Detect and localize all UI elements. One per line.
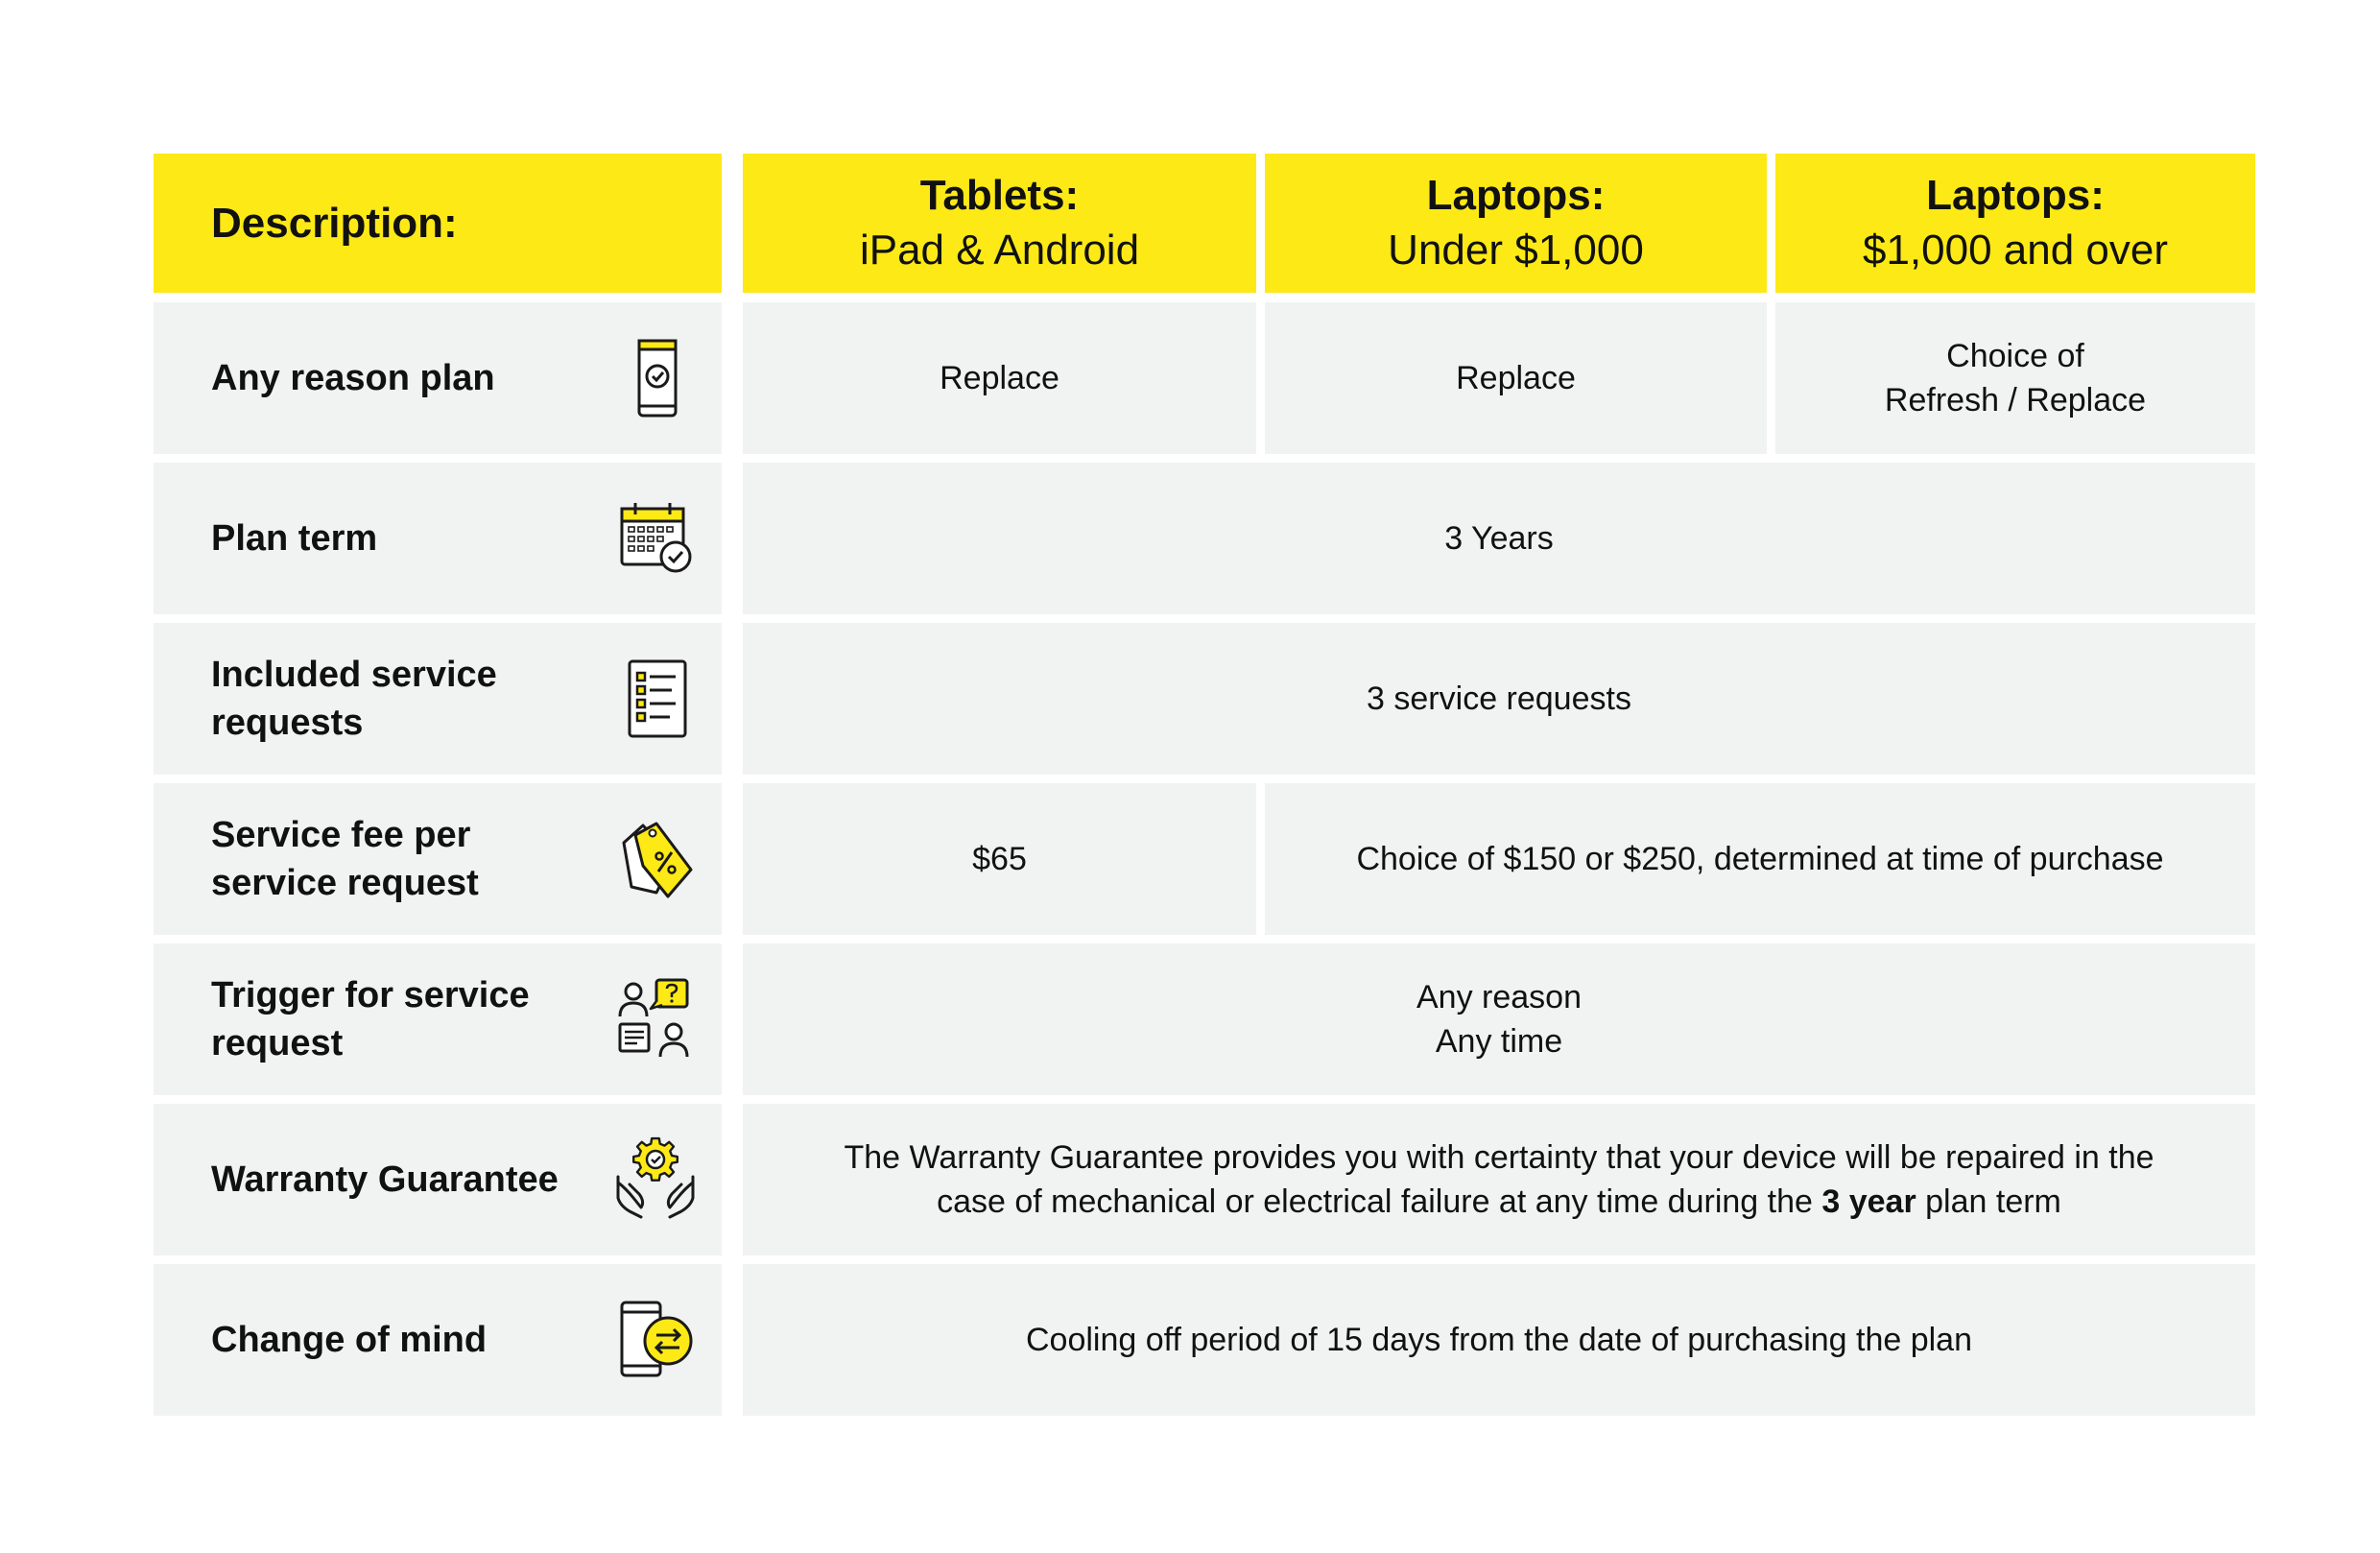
header-laptops-under-title: Laptops: — [1426, 171, 1606, 219]
row-label-warranty-guarantee — [154, 1104, 722, 1255]
row-label-trigger — [154, 944, 722, 1095]
row-label-any-reason-plan — [154, 302, 722, 454]
row-label-line2: requests — [211, 703, 364, 743]
row-label-text: Warranty Guarantee — [211, 1159, 559, 1200]
hands-gear-icon — [612, 1135, 699, 1221]
cell-any-reason-laptops-over — [1775, 302, 2255, 454]
row-label-included-service-requests — [154, 623, 722, 775]
calendar-check-icon — [614, 495, 701, 582]
cell-service-fee-laptops — [1265, 783, 2255, 935]
phone-check-icon — [614, 335, 701, 421]
cell-warranty-guarantee — [743, 1104, 2255, 1255]
row-label-change-of-mind — [154, 1264, 722, 1416]
cell-value-line2: Any time — [1435, 1023, 1563, 1060]
row-label-line1: Included service — [211, 655, 497, 695]
header-laptops-over-subtitle: $1,000 and over — [1862, 226, 2169, 274]
row-label-line1: Trigger for service — [211, 975, 530, 1015]
row-label-text: Any reason plan — [211, 358, 495, 398]
row-label-line2: service request — [211, 863, 479, 903]
row-label-line2: request — [211, 1023, 344, 1063]
cell-value-line2-bold: 3 year — [1821, 1183, 1916, 1220]
header-description — [154, 154, 722, 293]
header-tablets-title: Tablets: — [919, 171, 1080, 219]
header-laptops-under-subtitle: Under $1,000 — [1388, 226, 1644, 274]
cell-value-line2-after: plan term — [1925, 1183, 2061, 1220]
cell-value: $65 — [972, 841, 1027, 877]
row-label-text: Change of mind — [211, 1320, 488, 1360]
cell-value: Replace — [940, 360, 1059, 396]
cell-any-reason-laptops-under — [1265, 302, 1767, 454]
cell-value-line1: Any reason — [1416, 979, 1582, 1015]
cell-value-line1: The Warranty Guarantee provides you with certainty that your device will be repaired in the — [844, 1139, 2154, 1176]
row-label-plan-term — [154, 463, 722, 614]
cell-plan-term — [743, 463, 2255, 614]
checklist-icon — [614, 656, 701, 742]
cell-change-of-mind — [743, 1264, 2255, 1416]
header-tablets — [743, 154, 1256, 293]
price-tag-icon — [614, 816, 701, 902]
cell-value-line2 — [937, 1180, 2061, 1224]
header-laptops-under — [1265, 154, 1767, 293]
header-description-label: Description: — [211, 199, 458, 247]
header-tablets-subtitle: iPad & Android — [859, 226, 1140, 274]
row-label-line1: Service fee per — [211, 815, 471, 855]
cell-value-line1: Choice of — [1946, 338, 2084, 374]
header-laptops-over — [1775, 154, 2255, 293]
cell-value: 3 Years — [1444, 520, 1554, 557]
support-chat-icon — [612, 976, 699, 1063]
cell-value: Choice of $150 or $250, determined at time of purchase — [1356, 841, 2164, 877]
cell-value-line2: Refresh / Replace — [1884, 382, 2147, 418]
cell-value-line2-before: case of mechanical or electrical failure at any time during the — [937, 1183, 1813, 1220]
cell-included-service-requests — [743, 623, 2255, 775]
cell-trigger — [743, 944, 2255, 1095]
cell-value: Cooling off period of 15 days from the date of purchasing the plan — [1025, 1322, 1973, 1358]
row-label-text: Plan term — [211, 518, 378, 559]
device-swap-icon — [614, 1297, 701, 1383]
cell-value: Replace — [1456, 360, 1576, 396]
cell-service-fee-tablets — [743, 783, 1256, 935]
cell-value: 3 service requests — [1367, 681, 1631, 717]
row-label-service-fee — [154, 783, 722, 935]
cell-any-reason-tablets — [743, 302, 1256, 454]
header-laptops-over-title: Laptops: — [1926, 171, 2105, 219]
